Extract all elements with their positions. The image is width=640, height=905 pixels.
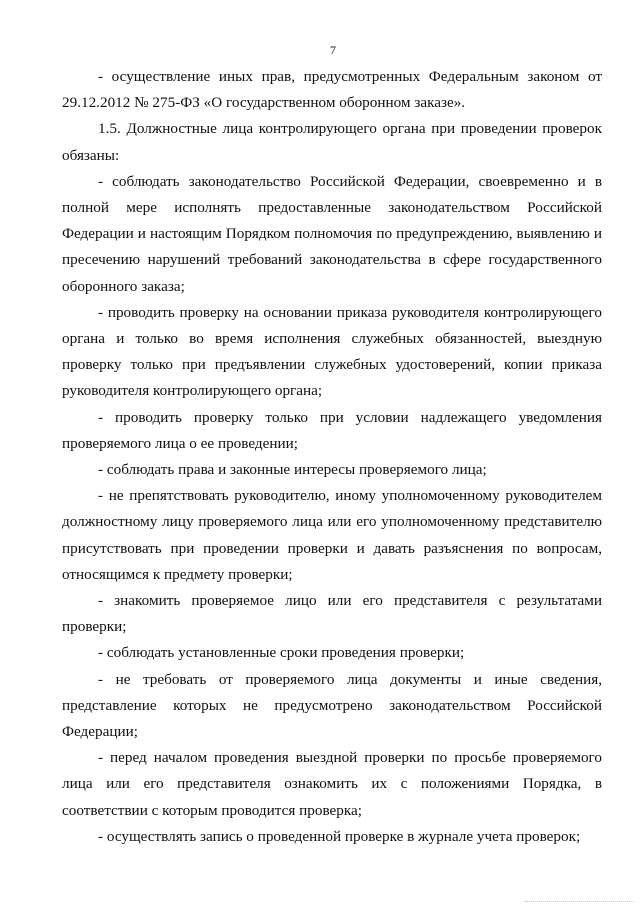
paragraph-no-excess-documents: - не требовать от проверяемого лица документы и иные сведения, представление которых не предусмотрено законодательством Российской Федерации;	[62, 670, 602, 741]
paragraph-acquaint-procedure: - перед началом проведения выездной проверки по просьбе проверяемого лица или его представителя ознакомить их с положениями Порядка, в соответствии с которым проводится проверка;	[62, 749, 602, 819]
paragraph-conduct-on-order: - проводить проверку на основании приказа руководителя контролирующего органа и только во время исполнения служебных обязанностей, выездную проверку только при предъявлении служебных удостоверений, копии приказа руководителя контролирующего органа;	[62, 303, 602, 400]
paragraph-allow-presence: - не препятствовать руководителю, иному уполномоченному руководителем должностному лицу проверяемого лица или его уполномоченному представителю присутствовать при проведении проверки и давать разъяснения по вопросам, относящимся к предмету проверки;	[62, 487, 602, 583]
paragraph-respect-rights: - соблюдать права и законные интересы проверяемого лица;	[98, 461, 487, 479]
paragraph-section-1-5: 1.5. Должностные лица контролирующего органа при проведении проверок обязаны:	[62, 120, 602, 164]
paragraph-conduct-with-notice: - проводить проверку только при условии надлежащего уведомления проверяемого лица о ее проведении;	[62, 408, 602, 452]
paragraph-other-rights: - осуществление иных прав, предусмотренных Федеральным законом от 29.12.2012 № 275-ФЗ «О государственном оборонном заказе».	[62, 68, 602, 112]
scan-artifact	[524, 901, 634, 904]
paragraph-acquaint-results: - знакомить проверяемое лицо или его представителя с результатами проверки;	[62, 592, 602, 636]
paragraph-observe-legislation: - соблюдать законодательство Российской Федерации, своевременно и в полной мере исполнять предоставленные законодательством Российской Федерации и настоящим Порядком полномочия по предупреждению, выявлению и пресечению нарушений требований законодательства в сфере государственного оборонного заказа;	[62, 172, 602, 295]
paragraph-log-entry: - осуществлять запись о проведенной проверке в журнале учета проверок;	[98, 827, 581, 845]
document-body	[62, 64, 602, 850]
paragraph-observe-deadlines: - соблюдать установленные сроки проведения проверки;	[98, 644, 465, 662]
page-number: 7	[330, 43, 336, 57]
